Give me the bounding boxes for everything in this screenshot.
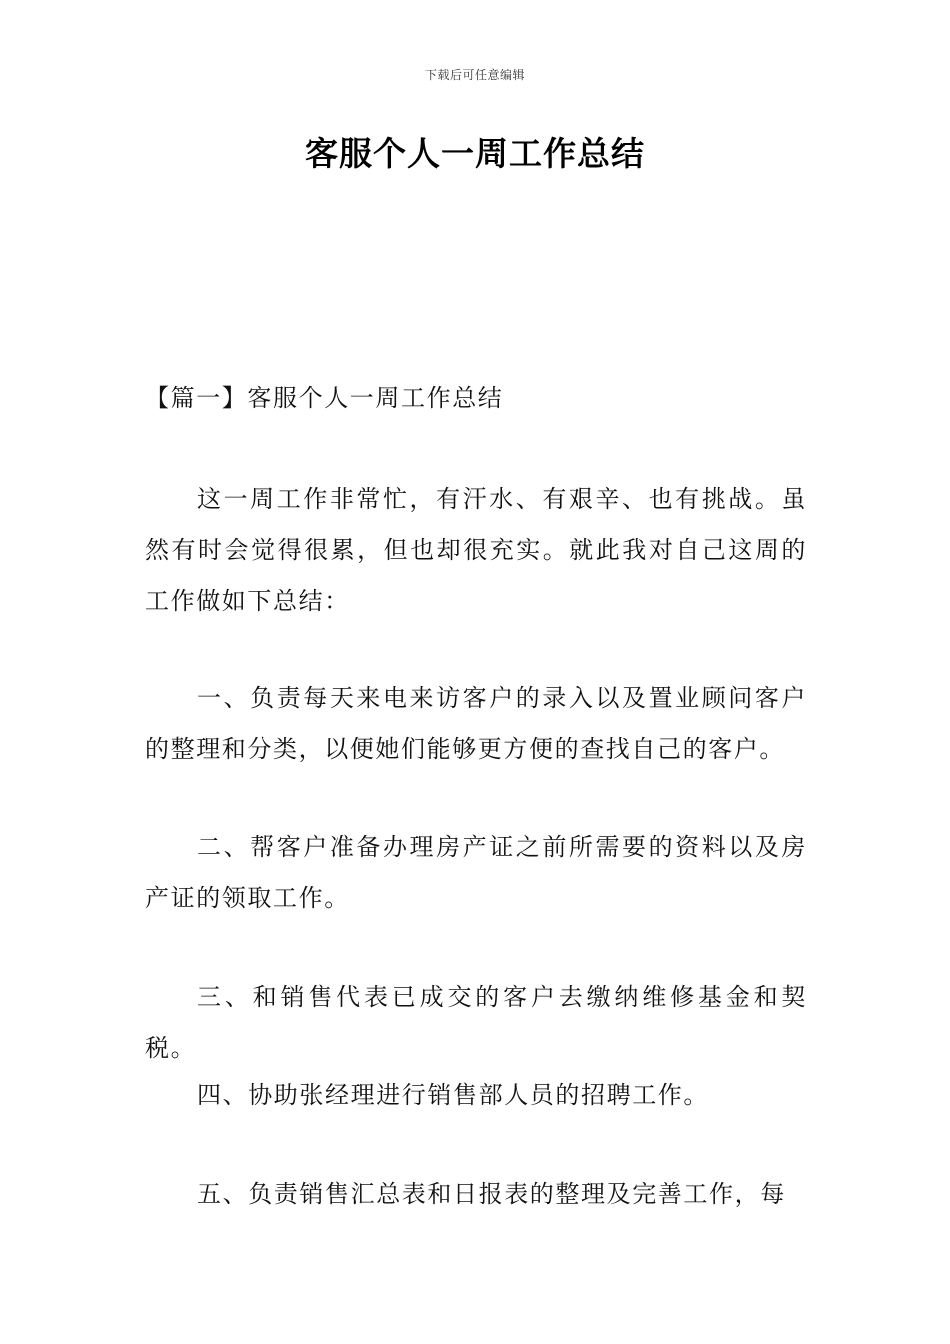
paragraph-item-3: 三、和销售代表已成交的客户去缴纳维修基金和契税。 — [145, 983, 807, 1062]
paragraph-intro: 这一周工作非常忙，有汗水、有艰辛、也有挑战。虽然有时会觉得很累，但也却很充实。就此我对自己这周的工作做如下总结： — [145, 485, 807, 615]
paragraph-item-1: 一、负责每天来电来访客户的录入以及置业顾问客户的整理和分类，以便她们能够更方便的查找自己的客户。 — [145, 684, 807, 763]
document-title: 客服个人一周工作总结 — [305, 134, 645, 173]
header-note: 下载后可任意编辑 — [424, 68, 525, 82]
paragraph-item-2: 二、帮客户准备办理房产证之前所需要的资料以及房产证的领取工作。 — [145, 833, 807, 912]
paragraph-item-4: 四、协助张经理进行销售部人员的招聘工作。 — [197, 1081, 709, 1109]
section-heading: 【篇一】客服个人一周工作总结 — [145, 384, 504, 412]
paragraph-item-5: 五、负责销售汇总表和日报表的整理及完善工作，每 — [197, 1180, 786, 1208]
